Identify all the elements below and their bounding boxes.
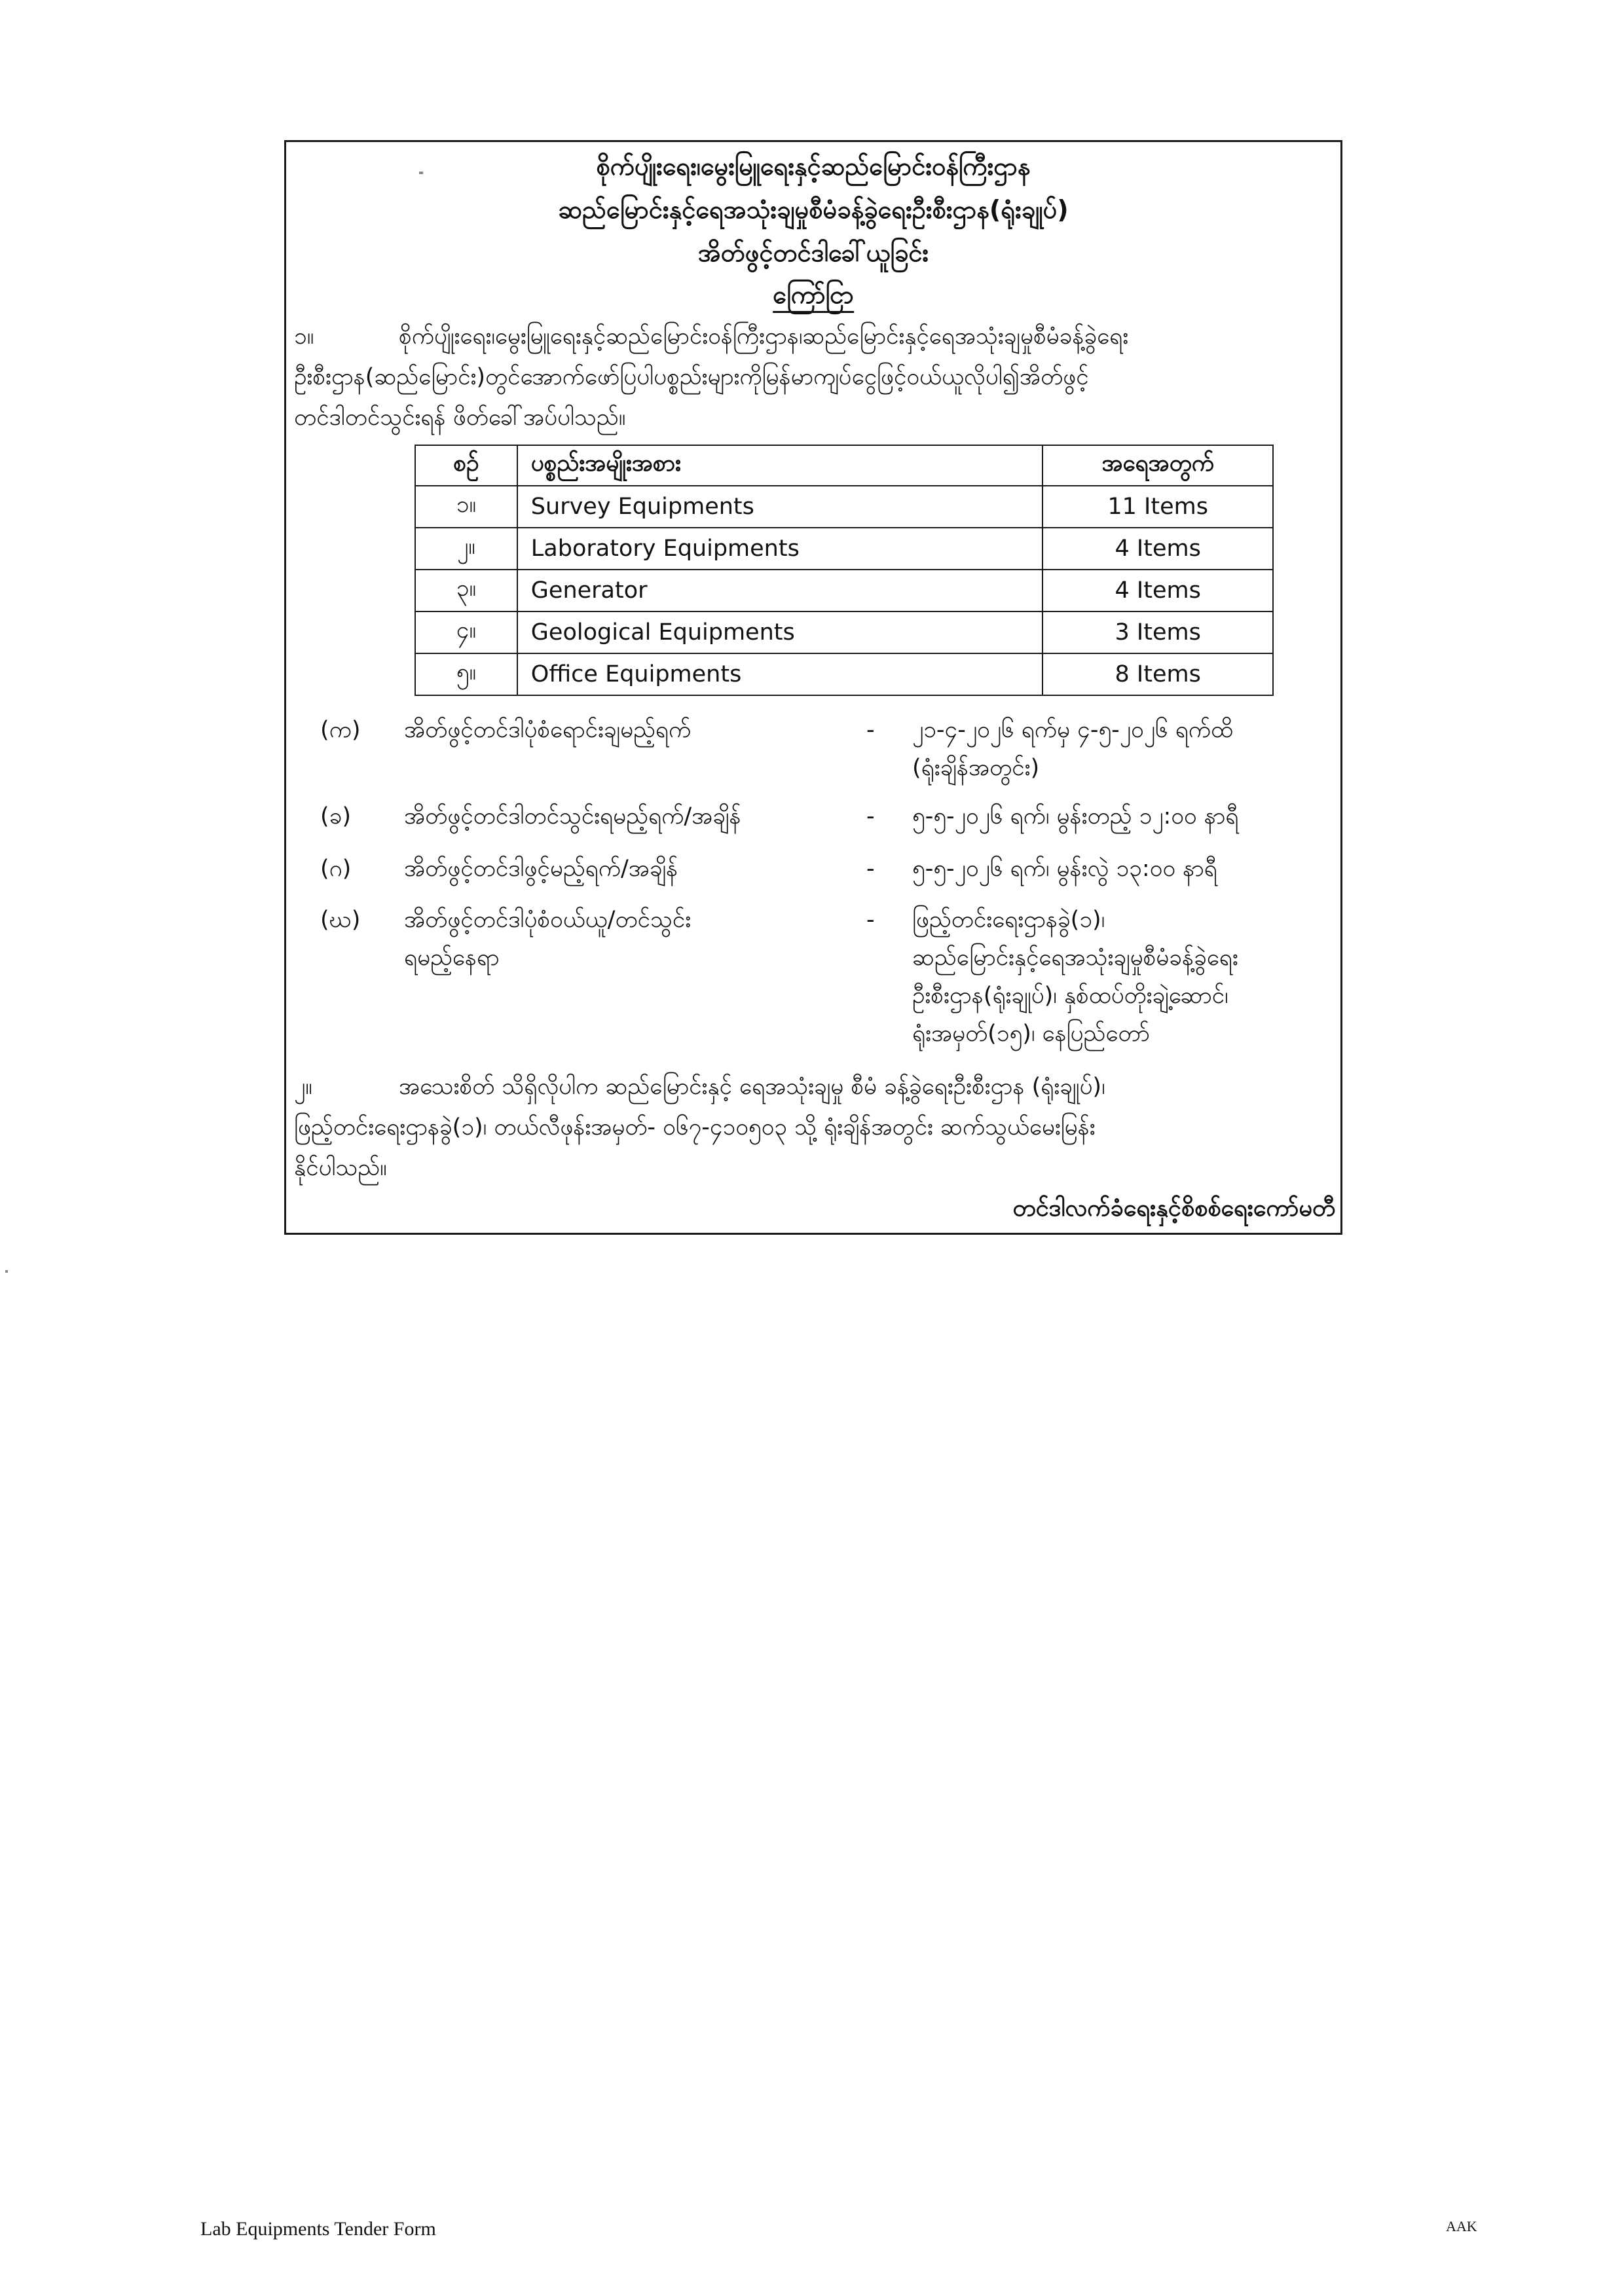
schedule-value: ၅-၅-၂၀၂၆ ရက်၊ မွန်းလွဲ ၁၃:၀၀ နာရီ [912,856,1217,882]
row-item: Office Equipments [517,653,1043,695]
equipment-table [415,445,1274,696]
schedule-label: ရမည့်နေရာ [404,945,500,971]
schedule-dash: - [866,803,875,829]
schedule-value: ၅-၅-၂၀၂၆ ရက်၊ မွန်းတည့် ၁၂:၀၀ နာရီ [912,803,1239,829]
paragraph-2-number: ၂။ [294,1074,312,1100]
schedule-letter: (ဂ) [320,856,352,882]
schedule-letter: (ဃ) [320,907,361,933]
row-item: Survey Equipments [517,486,1043,528]
column-header-qty: အရေအတွက် [1043,445,1273,486]
announcement-title: ကြော်ငြာ [773,278,854,313]
schedule-value: ၂၁-၄-၂၀၂၆ ရက်မှ ၄-၅-၂၀၂၆ ရက်ထိ [912,717,1233,743]
row-qty: 8 Items [1043,653,1273,695]
schedule-value: (ရုံးချိန်အတွင်း) [912,755,1040,781]
paragraph-2-line: အသေးစိတ် သိရှိလိုပါက ဆည်မြောင်းနှင့် ရေအသုံးချမှု စီမံ ခန့်ခွဲရေးဦးစီးဌာန (ရုံးချုပ်)၊ [399,1074,1105,1100]
row-item: Geological Equipments [517,611,1043,653]
paragraph-1-line: တင်ဒါတင်သွင်းရန် ဖိတ်ခေါ်အပ်ပါသည်။ [294,405,626,431]
column-header-item: ပစ္စည်းအမျိုးအစား [517,445,1043,486]
schedule-value: ဆည်မြောင်းနှင့်ရေအသုံးချမှုစီမံခန့်ခွဲရေး [912,945,1238,971]
schedule-dash: - [866,907,875,933]
paragraph-1-line: ဦးစီးဌာန(ဆည်မြောင်း)တွင်အောက်ဖော်ပြပါပစ္စည်းများကိုမြန်မာကျပ်ငွေဖြင့်ဝယ်ယူလိုပါ၍အိတ်ဖွင့် [294,364,1089,390]
row-qty: 4 Items [1043,528,1273,570]
row-no: ၄။ [415,611,517,653]
table-row [415,611,1273,653]
tender-notice-box [284,140,1342,1235]
scan-speck [5,1270,8,1273]
row-no: ၃။ [415,570,517,611]
row-no: ၅။ [415,653,517,695]
department-title: ဆည်မြောင်းနှင့်ရေအသုံးချမှုစီမံခန့်ခွဲရေးဦးစီးဌာန(ရုံးချုပ်) [558,195,1069,224]
schedule-value: ရုံးအမှတ်(၁၅)၊ နေပြည်တော် [912,1021,1150,1047]
committee-signature: တင်ဒါလက်ခံရေးနှင့်စိစစ်ရေးကော်မတီ [1012,1195,1335,1222]
footer-initials: AAK [1446,2218,1477,2234]
table-header-row [415,445,1273,486]
schedule-dash: - [866,856,875,882]
footer-form-name: Lab Equipments Tender Form [200,2218,436,2240]
table-row [415,486,1273,528]
row-item: Generator [517,570,1043,611]
row-item: Laboratory Equipments [517,528,1043,570]
schedule-label: အိတ်ဖွင့်တင်ဒါတင်သွင်းရမည့်ရက်/အချိန် [404,803,741,829]
schedule-letter: (ခ) [320,803,351,829]
table-row [415,653,1273,695]
schedule-label: အိတ်ဖွင့်တင်ဒါပုံစံရောင်းချမည့်ရက် [404,717,692,743]
table-row [415,570,1273,611]
row-qty: 3 Items [1043,611,1273,653]
paragraph-2-line: နိုင်ပါသည်။ [294,1155,387,1181]
row-no: ၁။ [415,486,517,528]
schedule-value: ဖြည့်တင်းရေးဌာနခွဲ(၁)၊ [912,907,1105,933]
schedule-value: ဦးစီးဌာန(ရုံးချုပ်)၊ နှစ်ထပ်တိုးချဲ့ဆောင်၊ [912,983,1228,1009]
paragraph-1-line: စိုက်ပျိုးရေး၊မွေးမြူရေးနှင့်ဆည်မြောင်းဝန်ကြီးဌာန၊ဆည်မြောင်းနှင့်ရေအသုံးချမှုစီမံခန့်ခွဲရေး [399,323,1129,350]
row-qty: 11 Items [1043,486,1273,528]
schedule-label: အိတ်ဖွင့်တင်ဒါပုံစံဝယ်ယူ/တင်သွင်း [404,907,692,933]
row-no: ၂။ [415,528,517,570]
schedule-label: အိတ်ဖွင့်တင်ဒါဖွင့်မည့်ရက်/အချိန် [404,856,678,882]
paragraph-1-number: ၁။ [294,323,314,350]
row-qty: 4 Items [1043,570,1273,611]
paragraph-2-line: ဖြည့်တင်းရေးဌာနခွဲ(၁)၊ တယ်လီဖုန်းအမှတ်- ၀၆၇-၄၁၀၅၀၃ သို့ ရုံးချိန်အတွင်း ဆက်သွယ်မေးမြန်း [294,1114,1096,1140]
schedule-dash: - [866,717,875,743]
tender-title: အိတ်ဖွင့်တင်ဒါခေါ်ယူခြင်း [697,238,929,267]
ministry-title: စိုက်ပျိုးရေး၊မွေးမြူရေးနှင့်ဆည်မြောင်းဝန်ကြီးဌာန [596,152,1031,181]
scan-speck [419,172,423,174]
table-row [415,528,1273,570]
column-header-no: စဉ် [415,445,517,486]
schedule-letter: (က) [320,717,361,743]
